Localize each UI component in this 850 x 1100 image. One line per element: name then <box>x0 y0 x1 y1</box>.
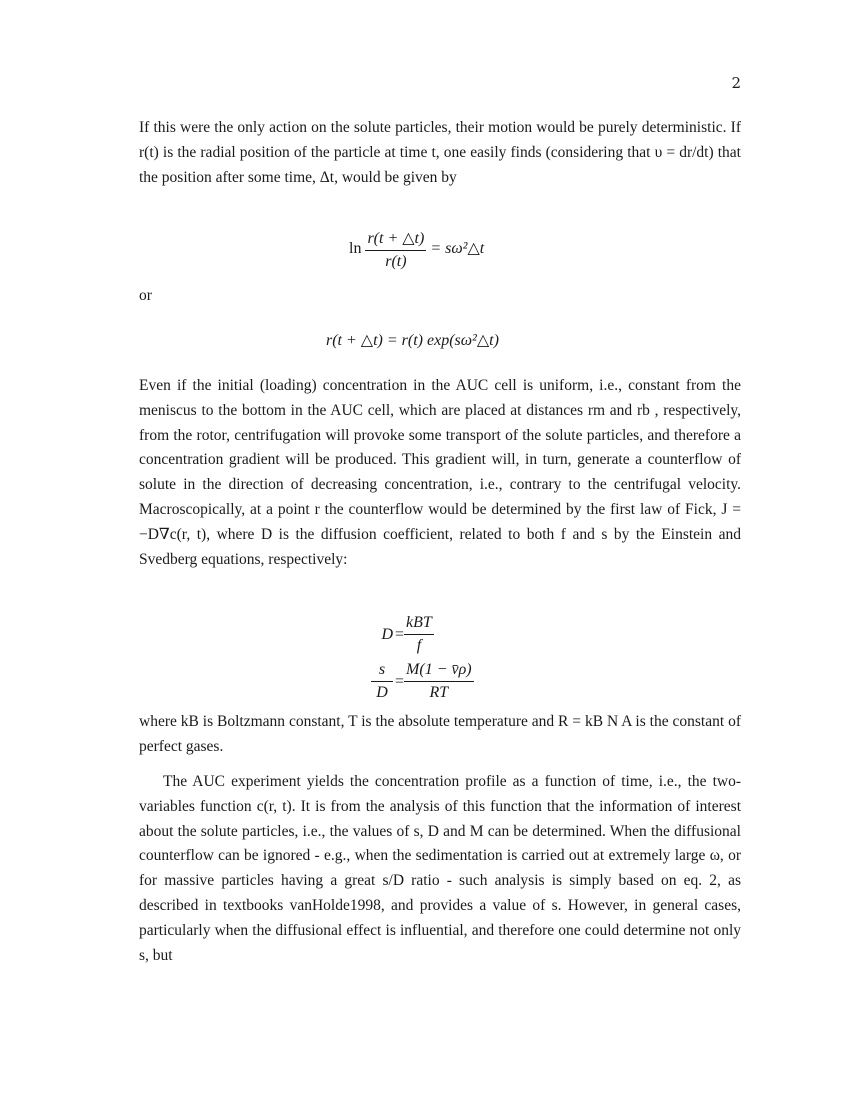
paragraph-1: If this were the only action on the solute particles, their motion would be purely deterministic. If r(t) is the radial position of the particle at time t, one easily finds (considering that υ = dr/dt) that the position after some time, Δt, would be given by <box>139 119 741 186</box>
equation-log-ratio <box>349 228 484 271</box>
fraction <box>365 228 426 271</box>
paragraph-3: where kB is Boltzmann constant, T is the absolute temperature and R = kB N A is the constant of perfect gases. <box>139 713 741 755</box>
einstein-equation: D = $\frac{\text{kBT}}{f}$ <box>371 614 474 655</box>
lhs-fraction <box>371 661 393 702</box>
lhs-denominator: D <box>376 684 388 701</box>
equation-exponential: r(t + △t) = r(t) exp(sω²△t) <box>326 332 499 349</box>
denominator: r(t) <box>385 253 407 270</box>
svedberg-equation: $\frac{s}{D}$ = $\frac{M(1 - v̄\rho)}{RT}$ <box>371 661 474 702</box>
connector-or: or <box>139 287 152 304</box>
paragraph-2: Even if the initial (loading) concentration in the AUC cell is uniform, i.e., constant from the meniscus to the bottom in the AUC cell, which are placed at distances rm and rb , respectively, from the rotor, centrifugation will provoke some transport of the solute particles, and therefore a concentration gradient will be produced. This gradient will, in turn, generate a counterflow of solute in the direction of decreasing concentration, i.e., contrary to the centrifugal velocity. Macroscopically, at a point r the counterflow would be determined by the first law of Fick, J = −D∇c(r, t), where D is the diffusion coefficient, related to both f and s by the Einstein and Svedberg equations, respectively: <box>139 377 741 568</box>
lhs-numerator: s <box>371 661 393 682</box>
paragraph-4: The AUC experiment yields the concentration profile as a function of time, i.e., the two-variables function c(r, t). It is from the analysis of this function that the information of interest about the solute particles, i.e., the values of s, D and M can be determined. When the diffusional counterflow can be ignored - e.g., when the sedimentation is carried out at extremely large ω, or for massive particles having a great s/D ratio - such analysis is simply based on eq. 2, as described in textbooks vanHolde1998, and provides a value of s. However, in general cases, particularly when the diffusional effect is influential, and therefore one could determine not only s, but <box>139 773 741 964</box>
numerator: r(t + △t) <box>365 228 426 251</box>
lhs: D <box>381 625 393 643</box>
ln-operator: ln <box>349 240 362 258</box>
numerator: M(1 − v̄ρ) <box>404 661 474 682</box>
denominator: f <box>416 637 422 654</box>
fraction <box>404 614 434 655</box>
page-number: 2 <box>731 74 741 92</box>
fraction <box>404 661 474 702</box>
rhs: = sω²△t <box>430 240 485 258</box>
numerator: kBT <box>404 614 434 635</box>
denominator: RT <box>429 684 449 701</box>
equation-einstein-svedberg <box>371 614 474 708</box>
